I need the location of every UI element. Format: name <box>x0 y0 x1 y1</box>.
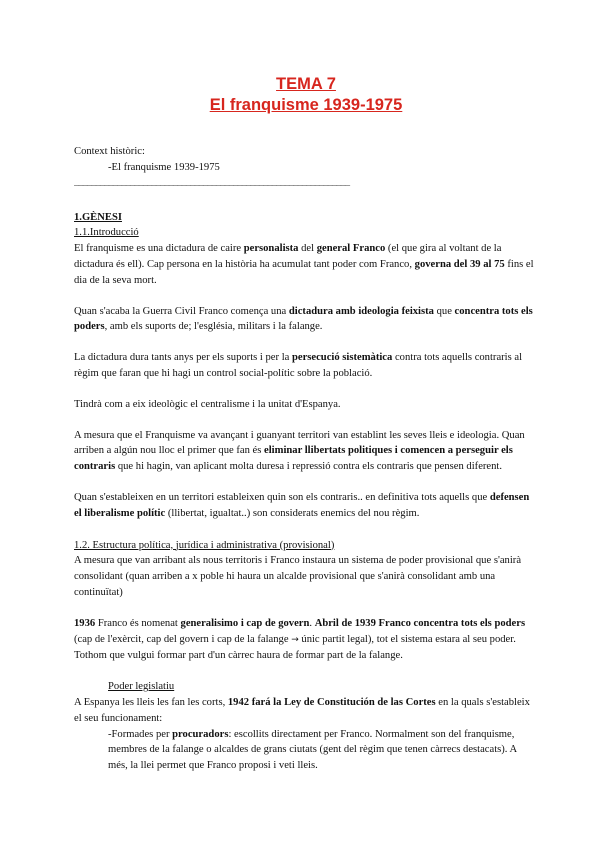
paragraph-3: La dictadura dura tants anys per els suports i per la persecució sistemàtica contra tots aquells contraris al règim que faran que hi hagi un control social-polític sobre la població. <box>74 352 523 379</box>
heading-poder-legislatiu: Poder legislatiu <box>108 681 175 693</box>
arrow-right-icon: → <box>291 634 299 645</box>
paragraph-7: A mesura que van arribant als nous territoris i Franco instaura un sistema de poder provisional que s'anirà consolidant (quan arriben a x poble hi haura un alcalde provisional que s'anirà consolidant amb una continuïtat) <box>74 555 522 598</box>
paragraph-9: A Espanya les lleis les fan les corts, 1942 fará la Ley de Constitución de las Cortes en la quals s'estableix el seu funcionament: <box>74 696 530 724</box>
title-line-2: El franquisme 1939-1975 <box>209 96 403 114</box>
context-item: -El franquisme 1939-1975 <box>108 161 220 173</box>
context-label: Context històric: <box>74 146 145 157</box>
paragraph-8: 1936 Franco és nomenat generalisimo i cap de govern. Abril de 1939 Franco concentra tots els poders (cap de l'exèrcit, cap del govern i cap de la falange → únic partit legal), tot el sistema estara al seu poder. Tothom que vulgui formar part d'un càrrec haura de formar part de la falange. <box>74 617 526 662</box>
separator-line: ________________________________________________________________ <box>74 175 349 187</box>
section-heading-genesi: 1.GÈNESI <box>74 211 122 223</box>
context-block <box>74 144 538 188</box>
paragraph-10: -Formades per procuradors: escollits directament per Franco. Normalment son del franquisme, membres de la falange o alcaldes de grans ciutats (gent del règim que tenen càrrecs destacats). A més, la llei permet que Franco proposi i veti lleis. <box>108 728 517 772</box>
paragraph-6: Quan s'estableixen en un territori estableixen quin son els contraris.. en definitiva tots aquells que defensen el liberalisme polític (llibertat, igualtat..) son considerats enemics del nou règim. <box>74 491 530 519</box>
paragraph-5: A mesura que el Franquisme va avançant i guanyant territori van establint les seves lleis e ideologia. Quan arriben a algún nou lloc el primer que fan és eliminar llibertats politiques i comencen a perseguir els contraris que hi hagin, van aplicant molta duresa i repressió contra els contraris que pensen diferent. <box>74 429 525 473</box>
paragraph-4: Tindrà com a eix ideològic el centralisme i la unitat d'Espanya. <box>74 398 341 410</box>
document-page <box>74 70 538 774</box>
paragraph-2: Quan s'acaba la Guerra Civil Franco comença una dictadura amb ideologia feixista que concentra tots els poders, amb els suports de; l'església, militars i la falange. <box>74 305 533 333</box>
title-line-1: TEMA 7 <box>276 75 336 93</box>
subsection-heading-introduccio: 1.1.Introducció <box>74 227 139 239</box>
subsection-heading-estructura: 1.2. Estructura política, jurídica i administrativa (provisional) <box>74 539 335 551</box>
paragraph-1: El franquisme es una dictadura de caire personalista del general Franco (el que gira al voltant de la dictadura és ell). Cap persona en la història ha acumulat tant poder com Franco, governa del 39 al 75 fins el dia de la seva mort. <box>74 243 534 286</box>
